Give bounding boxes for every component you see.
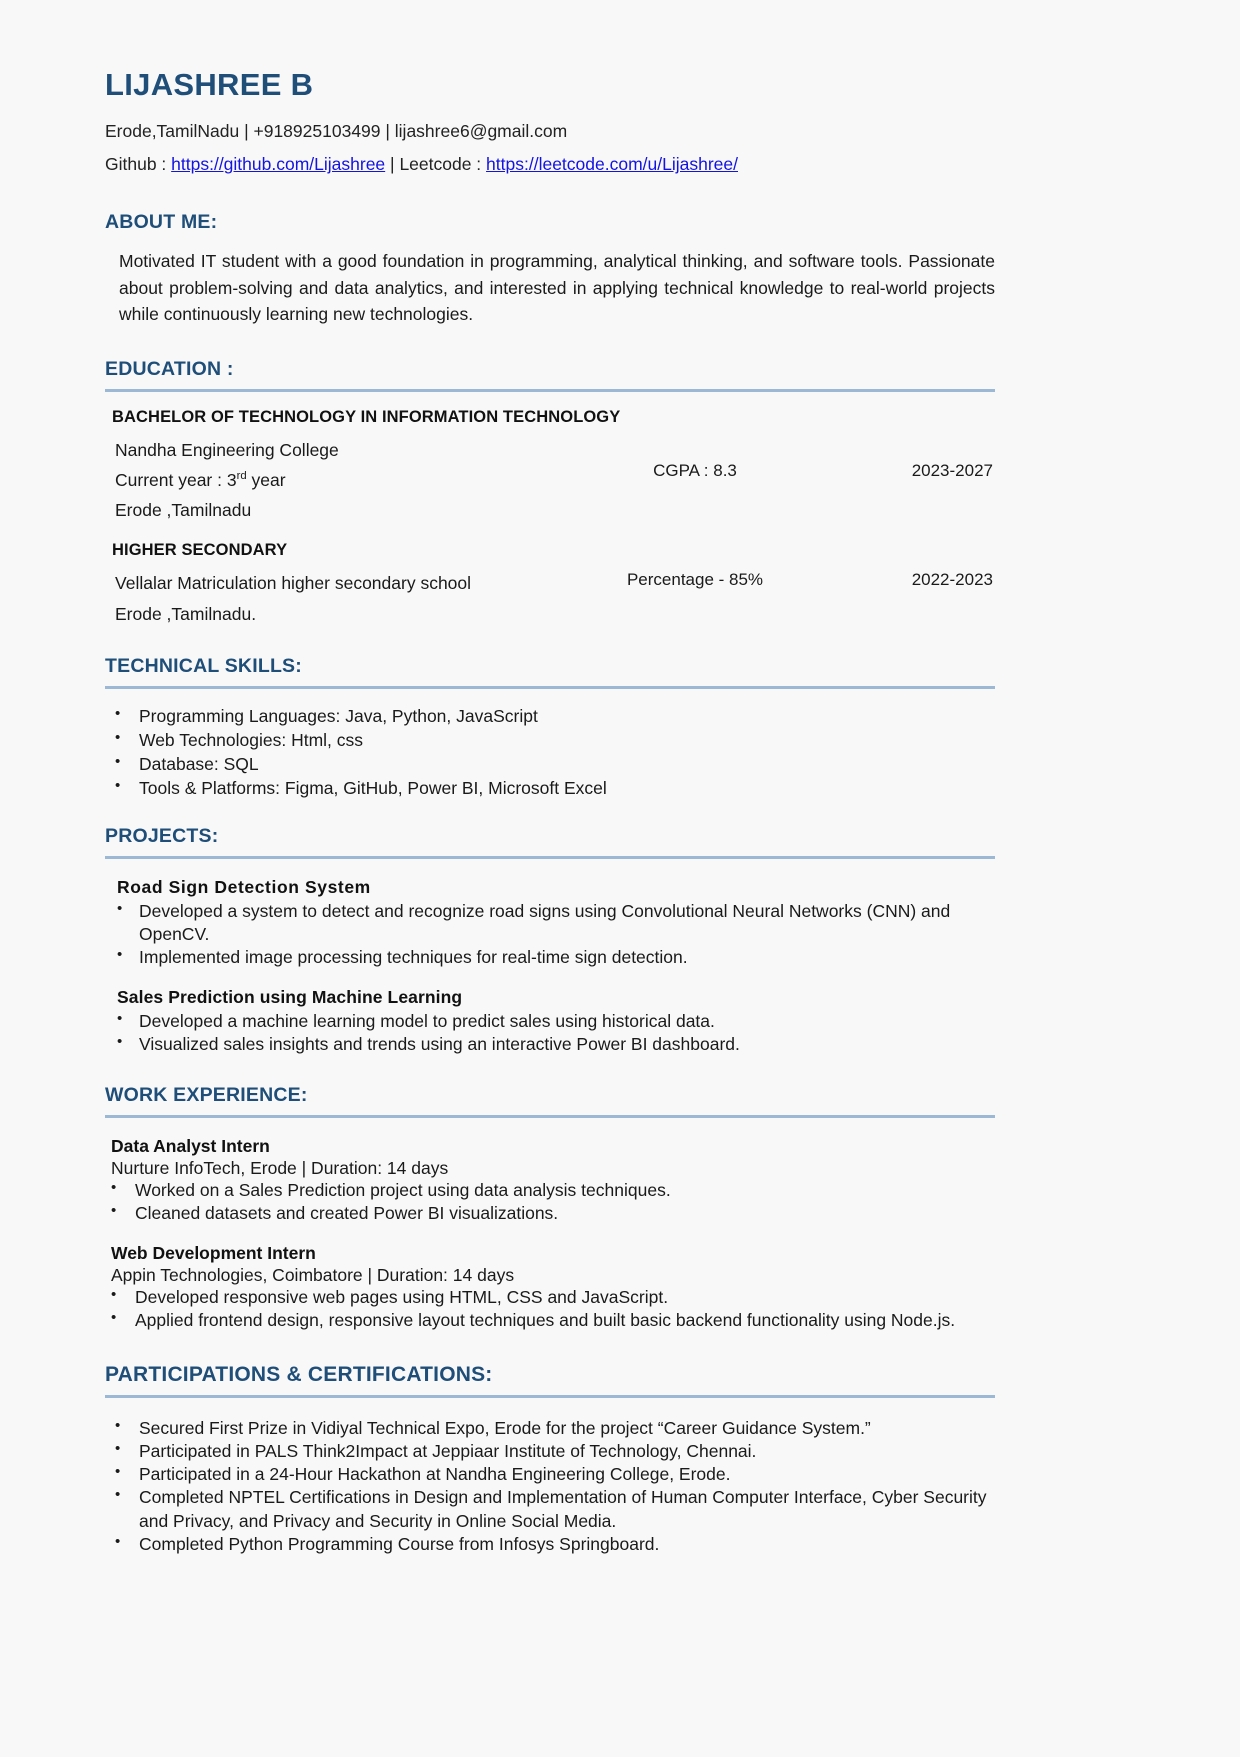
list-item: • Developed a system to detect and recognize road signs using Convolutional Neural Networks (CNN) and OpenCV. xyxy=(105,900,995,946)
work-experience-heading: WORK EXPERIENCE: xyxy=(105,1084,308,1107)
about-text: Motivated IT student with a good foundation in programming, analytical thinking, and software tools. Passionate about problem-solving and data analytics, and interested in applying technical knowledge to real-world projects while continuously learning new technologies. xyxy=(119,250,995,325)
profile-links-line xyxy=(105,152,995,177)
work-role-title: Web Development Intern xyxy=(111,1243,316,1264)
technical-skills-section xyxy=(105,655,995,801)
education-detail-row xyxy=(105,435,995,525)
education-entry-higher-secondary xyxy=(105,541,995,628)
github-link[interactable]: https://github.com/Lijashree xyxy=(171,154,386,175)
education-entry-bachelor xyxy=(105,408,995,525)
education-detail-row xyxy=(105,568,995,628)
institution-name: Nandha Engineering College xyxy=(115,440,339,461)
leetcode-link[interactable]: https://leetcode.com/u/Lijashree/ xyxy=(486,154,738,175)
institution-location: Erode ,Tamilnadu xyxy=(115,500,252,521)
work-bullets xyxy=(105,1179,995,1225)
technical-skills-heading: TECHNICAL SKILLS: xyxy=(105,654,302,677)
degree-title: HIGHER SECONDARY xyxy=(112,541,288,560)
work-experience-section xyxy=(105,1084,995,1332)
certifications-divider xyxy=(105,1395,995,1398)
list-item: • Visualized sales insights and trends using an interactive Power BI dashboard. xyxy=(105,1033,995,1056)
list-item: • Implemented image processing techniques for real-time sign detection. xyxy=(105,946,995,969)
about-section xyxy=(105,211,995,328)
projects-divider xyxy=(105,856,995,859)
education-score: Percentage - 85% xyxy=(626,570,764,590)
certifications-section xyxy=(105,1363,995,1557)
list-item: • Programming Languages: Java, Python, JavaScript xyxy=(105,705,995,728)
education-section xyxy=(105,358,995,628)
current-year-suffix: year xyxy=(246,470,286,491)
certifications-heading: PARTICIPATIONS & CERTIFICATIONS: xyxy=(105,1362,493,1386)
education-left-column xyxy=(115,435,545,525)
education-period: 2023-2027 xyxy=(911,461,993,481)
work-entry xyxy=(105,1136,995,1225)
list-item: • Completed NPTEL Certifications in Design and Implementation of Human Computer Interface, Cyber Security and Privacy, and Privacy and Security in Online Social Media. xyxy=(105,1486,995,1533)
project-bullets xyxy=(105,1010,995,1056)
project-entry xyxy=(105,987,995,1056)
links-separator: | Leetcode : xyxy=(385,154,487,175)
project-entry xyxy=(105,877,995,969)
page-title: LIJASHREE B xyxy=(105,67,314,102)
list-item: • Web Technologies: Html, css xyxy=(105,729,995,752)
institution-name: Vellalar Matriculation higher secondary school xyxy=(115,573,472,594)
education-period: 2022-2023 xyxy=(911,570,993,590)
education-heading: EDUCATION : xyxy=(105,358,234,381)
project-title: Road Sign Detection System xyxy=(117,876,371,897)
project-bullets xyxy=(105,900,995,969)
work-role-title: Data Analyst Intern xyxy=(111,1136,270,1157)
list-item: • Participated in a 24-Hour Hackathon at Nandha Engineering College, Erode. xyxy=(105,1463,995,1486)
list-item: • Tools & Platforms: Figma, GitHub, Power BI, Microsoft Excel xyxy=(105,777,995,800)
project-title: Sales Prediction using Machine Learning xyxy=(117,986,463,1007)
list-item: • Secured First Prize in Vidiyal Technical Expo, Erode for the project “Career Guidance System.” xyxy=(105,1417,995,1440)
technical-skills-list xyxy=(105,705,995,801)
technical-skills-divider xyxy=(105,686,995,689)
projects-heading: PROJECTS: xyxy=(105,824,219,847)
education-divider xyxy=(105,389,995,392)
list-item: • Database: SQL xyxy=(105,753,995,776)
work-experience-divider xyxy=(105,1115,995,1118)
work-entry xyxy=(105,1243,995,1332)
certifications-list xyxy=(105,1417,995,1557)
list-item: • Completed Python Programming Course from Infosys Springboard. xyxy=(105,1533,995,1556)
education-score: CGPA : 8.3 xyxy=(653,461,737,481)
current-year-prefix: Current year : 3 xyxy=(115,470,237,491)
degree-title: BACHELOR OF TECHNOLOGY IN INFORMATION TECHNOLOGY xyxy=(112,408,621,427)
list-item: • Developed responsive web pages using HTML, CSS and JavaScript. xyxy=(105,1286,995,1309)
list-item: • Worked on a Sales Prediction project using data analysis techniques. xyxy=(105,1179,995,1202)
about-heading: ABOUT ME: xyxy=(105,210,218,233)
work-company-meta: Appin Technologies, Coimbatore | Duration: 14 days xyxy=(111,1265,515,1286)
work-bullets xyxy=(105,1286,995,1332)
work-company-meta: Nurture InfoTech, Erode | Duration: 14 days xyxy=(111,1158,449,1179)
contact-line: Erode,TamilNadu | +918925103499 | lijashree6@gmail.com xyxy=(105,121,568,142)
institution-location: Erode ,Tamilnadu. xyxy=(115,603,257,624)
list-item: • Applied frontend design, responsive layout techniques and built basic backend functionality using Node.js. xyxy=(105,1309,995,1332)
education-left-column xyxy=(115,568,545,628)
projects-section xyxy=(105,825,995,1056)
list-item: • Cleaned datasets and created Power BI visualizations. xyxy=(105,1202,995,1225)
current-year-suffix-ordinal: rd xyxy=(236,470,247,483)
github-label: Github : xyxy=(105,154,172,175)
list-item: • Developed a machine learning model to predict sales using historical data. xyxy=(105,1010,995,1033)
current-year-line xyxy=(115,465,545,495)
list-item: • Participated in PALS Think2Impact at Jeppiaar Institute of Technology, Chennai. xyxy=(105,1440,995,1463)
